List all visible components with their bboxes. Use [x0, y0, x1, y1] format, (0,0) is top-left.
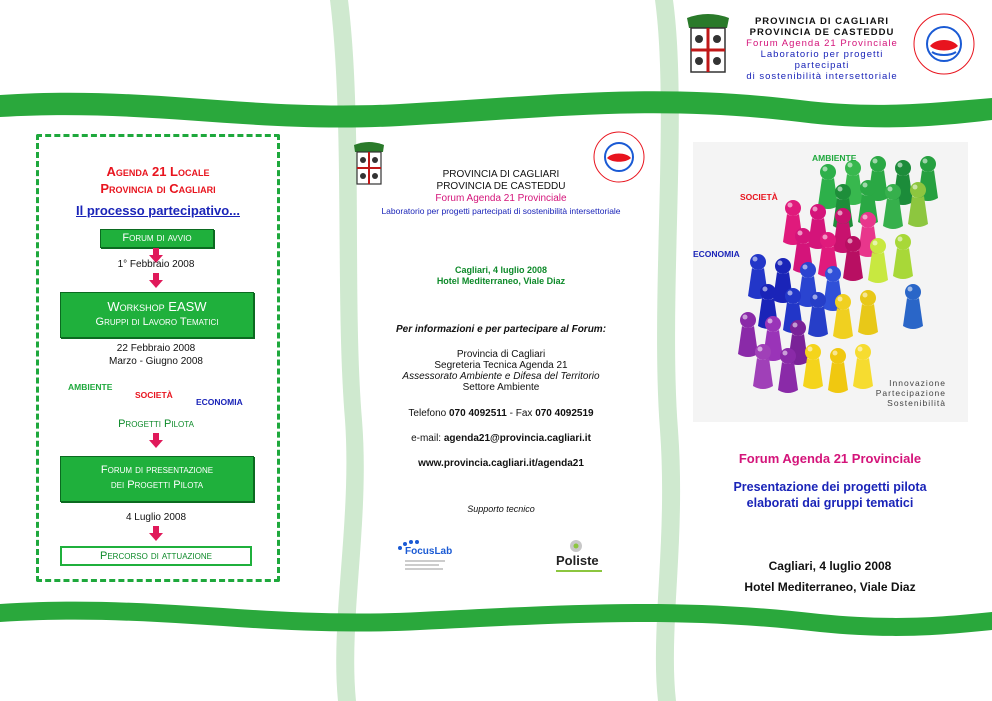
step4-date: 4 Luglio 2008: [125, 512, 187, 523]
focuslab-name: FocusLab: [405, 546, 453, 557]
mid-province-sardinian: PROVINCIA DE CASTEDDU: [436, 181, 566, 192]
fax-number: 070 4092519: [535, 408, 594, 419]
pawn-figure: [828, 348, 848, 393]
coat-of-arms-icon: [683, 14, 733, 78]
fax-label: - Fax: [506, 408, 536, 419]
right-date: Cagliari, 4 luglio 2008: [768, 559, 892, 573]
mid-org1: Provincia di Cagliari: [456, 349, 546, 360]
pawn-figure: [903, 284, 923, 329]
img-label-economia: ECONOMIA: [693, 249, 740, 259]
pres-line1: Presentazione dei progetti pilota: [733, 480, 927, 494]
pawn-figure: [753, 344, 773, 389]
pawn-figure: [908, 182, 928, 227]
mid-phone-line: [356, 408, 646, 420]
img-label-ambiente: AMBIENTE: [812, 153, 857, 163]
header-lab-line3: di sostenibilità intersettoriale: [746, 71, 898, 82]
theme-ambiente: AMBIENTE: [68, 382, 113, 392]
arrow-down-icon: [151, 433, 161, 448]
poliste-name: Poliste: [556, 553, 599, 568]
mid-province: PROVINCIA DI CAGLIARI: [442, 169, 560, 180]
arrow-down-icon: [151, 273, 161, 288]
email-label: e-mail:: [411, 433, 444, 444]
img-label-societa: SOCIETÀ: [740, 192, 778, 202]
pawn-figure: [843, 236, 863, 281]
header-lab-line1: Laboratorio per progetti: [760, 49, 884, 60]
step2-title: Workshop EASW: [107, 299, 207, 314]
agenda-province: Provincia di Cagliari: [100, 181, 216, 196]
pawn-figure: [818, 164, 838, 209]
pawn-figure: [738, 312, 758, 357]
arrow-down-icon: [151, 526, 161, 541]
step-percorso-attuazione: Percorso di attuazione: [60, 546, 252, 566]
support-label: Supporto tecnico: [467, 504, 535, 514]
step1-date: 1° Febbraio 2008: [117, 259, 195, 270]
step-forum-avvio: Forum di avvio: [100, 229, 214, 248]
mid-lab: Laboratorio per progetti partecipati di sostenibilità intersettoriale: [381, 206, 621, 216]
pawn-figure: [858, 290, 878, 335]
pres-line2: elaborati dai gruppi tematici: [746, 496, 914, 510]
email-link[interactable]: agenda21@provincia.cagliari.it: [443, 433, 591, 444]
step2-date2: Marzo - Giugno 2008: [109, 356, 203, 367]
right-place: Hotel Mediterraneo, Viale Diaz: [744, 580, 916, 594]
process-subtitle: Il processo partecipativo...: [76, 203, 240, 218]
pawn-figure: [778, 348, 798, 393]
pawn-figure: [883, 184, 903, 229]
pawn-figure: [803, 344, 823, 389]
header-lab-line2: partecipati: [794, 60, 850, 71]
mid-org2: Segreteria Tecnica Agenda 21: [434, 360, 568, 371]
tel-label: Telefono: [408, 408, 447, 419]
pawn-figure: [833, 294, 853, 339]
step4-line2: dei Progetti Pilota: [110, 479, 204, 491]
header-forum: Forum Agenda 21 Provinciale: [746, 38, 898, 49]
pawn-figure: [893, 234, 913, 279]
step2-date1: 22 Febbraio 2008: [116, 343, 196, 354]
step-forum-presentazione: [60, 456, 254, 502]
mid-forum: Forum Agenda 21 Provinciale: [435, 193, 567, 204]
theme-economia: ECONOMIA: [196, 397, 243, 407]
mid-org3: Assessorato Ambiente e Difesa del Territorio: [402, 371, 600, 382]
header-province: PROVINCIA DI CAGLIARI: [754, 16, 890, 27]
header-province-sardinian: PROVINCIA DE CASTEDDU: [749, 27, 895, 38]
step-workshop: [60, 292, 254, 338]
focuslab-logo: [397, 538, 457, 574]
mid-email-line: [356, 433, 646, 445]
tel-number[interactable]: 070 4092511: [449, 408, 507, 419]
step2-subtitle: Gruppi di Lavoro Tematici: [95, 316, 219, 328]
mid-org4: Settore Ambiente: [462, 382, 540, 393]
pawn-figure: [808, 292, 828, 337]
step4-line1: Forum di presentazione: [100, 464, 214, 476]
tag-innovazione: Innovazione: [889, 378, 946, 388]
poliste-mark-icon: [566, 539, 586, 553]
mid-info-heading: Per informazioni e per partecipare al Forum:: [395, 324, 607, 335]
mid-date: Cagliari, 4 luglio 2008: [454, 265, 548, 275]
step-progetti-pilota: Progetti Pilota: [118, 418, 194, 430]
tag-sostenibilita: Sostenibilità: [887, 398, 946, 408]
mid-place: Hotel Mediterraneo, Viale Diaz: [436, 276, 566, 286]
forum-title: Forum Agenda 21 Provinciale: [738, 451, 922, 466]
agenda-title: Agenda 21 Locale: [106, 164, 210, 179]
agenda21-logo-icon: [912, 12, 976, 76]
pawn-figure: [868, 238, 888, 283]
theme-societa: SOCIETÀ: [135, 390, 173, 400]
website-link[interactable]: www.provincia.cagliari.it/agenda21: [418, 458, 584, 469]
tag-partecipazione: Partecipazione: [875, 388, 946, 398]
poliste-logo: [556, 539, 608, 575]
